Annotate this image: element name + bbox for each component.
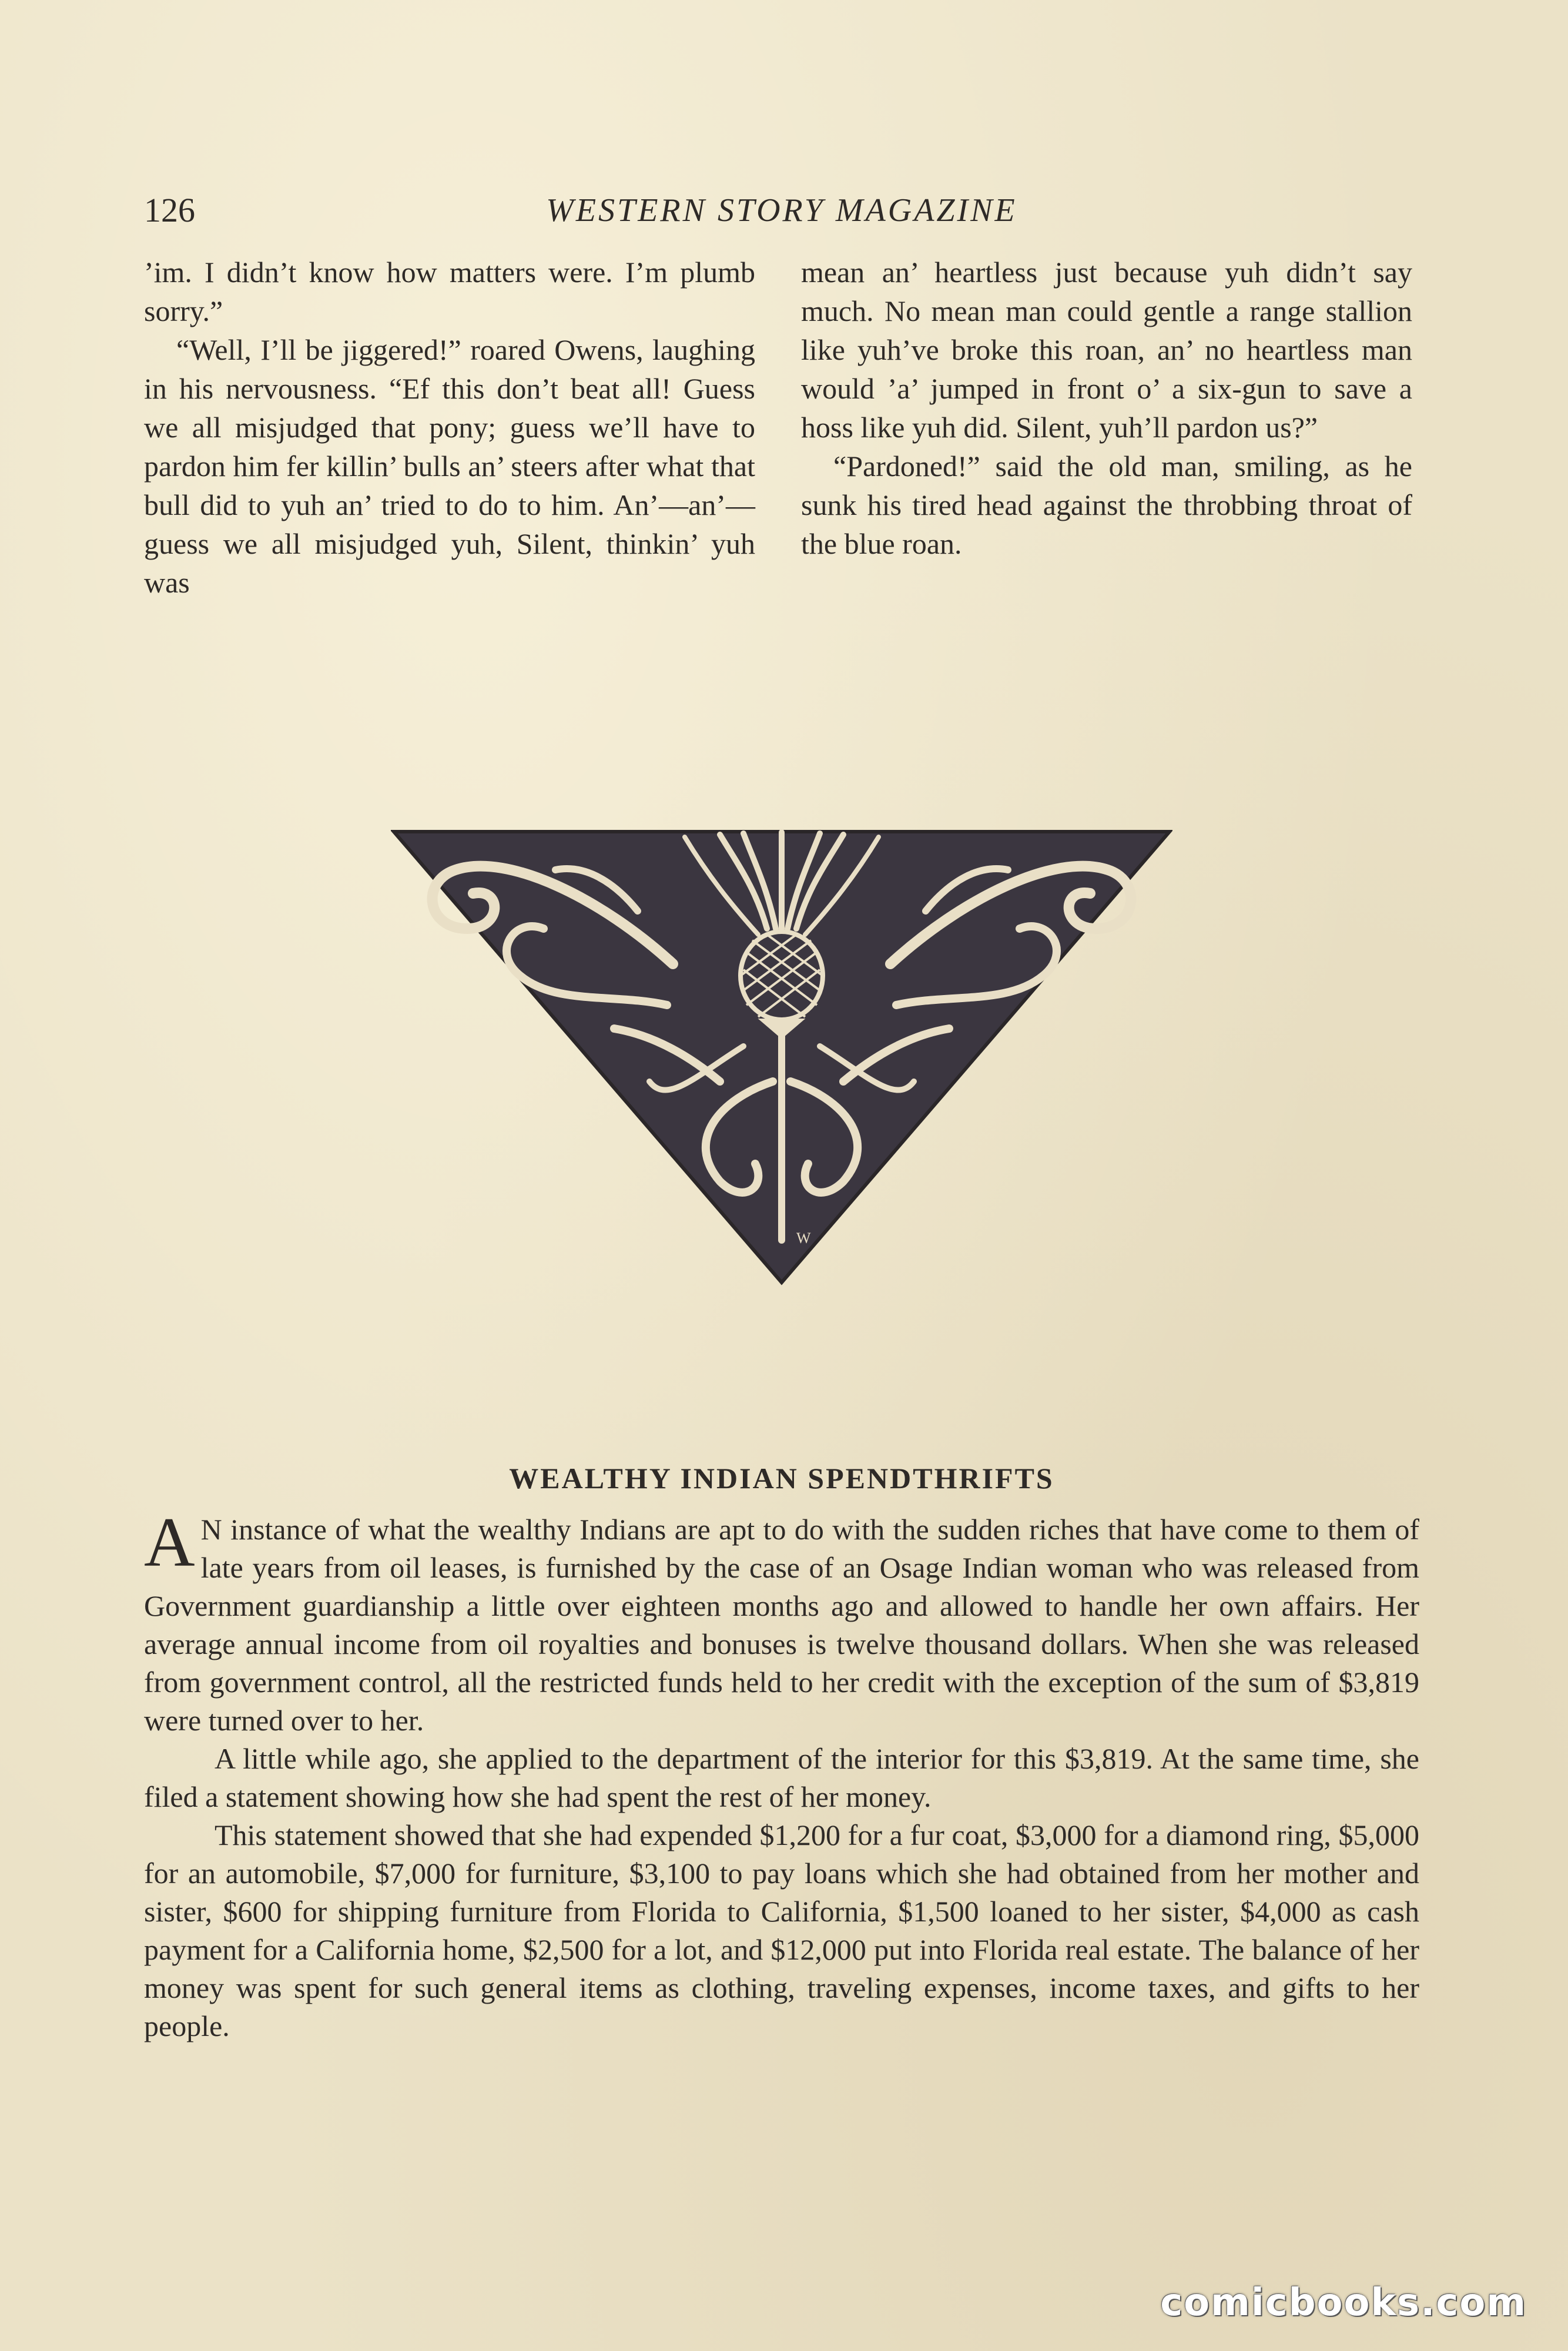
ornament-monogram: W	[796, 1230, 811, 1247]
story-left-column	[144, 253, 755, 602]
story-paragraph: “Pardoned!” said the old man, smiling, as he sunk his tired head against the throbbing throat of the blue roan.	[801, 450, 1412, 560]
story-right-column	[801, 253, 1412, 563]
running-title: WESTERN STORY MAGAZINE	[546, 192, 1017, 229]
article-paragraph	[144, 1503, 1419, 1740]
story-paragraph: ’im. I didn’t know how matters were. I’m plumb sorry.”	[144, 256, 755, 327]
page-number: 126	[144, 191, 195, 229]
story-paragraph: “Well, I’ll be jiggered!” roared Owens, laughing in his nervousness. “Ef this don’t beat all! Guess we all misjudged that pony; guess we’ll have to pardon him fer killin’ bulls an’ steers after what that bull did to yuh an’ tried to do to him. An’—an’—guess we all misjudged yuh, Silent, thinkin’ yuh was	[144, 333, 755, 599]
article-paragraph: This statement showed that she had expended $1,200 for a fur coat, $3,000 for a diamond ring, $5,000 for an automobile, $7,000 for furniture, $3,100 to pay loans which she had obtained from her mother and sister, $600 for shipping furniture from Florida to California, $1,500 loaned to her sister, $4,000 as cash payment for a California home, $2,500 for a lot, and $12,000 put into Florida real estate. The balance of her money was spent for such general items as clothing, traveling expenses, income taxes, and gifts to her people.	[144, 1818, 1419, 2042]
article-paragraph-text: N instance of what the wealthy Indians are apt to do with the sudden riches that have come to them of late years from oil leases, is furnished by the case of an Osage Indian woman who was released from Government guardianship a little over eighteen months ago and allowed to handle her own affairs. Her average annual income from oil royalties and bonuses is twelve thousand dollars. When she was released from government control, all the restricted funds held to her credit with the exception of the sum of $3,819 were turned over to her.	[144, 1513, 1419, 1737]
article-body	[144, 1503, 1419, 2045]
article-title: WEALTHY INDIAN SPENDTHRIFTS	[509, 1462, 1054, 1495]
drop-cap: A	[144, 1503, 195, 1581]
page-header	[144, 187, 1419, 234]
story-paragraph: mean an’ heartless just because yuh didn’t say much. No mean man could gentle a range stallion like yuh’ve broke this roan, an’ no heartless man would ’a’ jumped in front o’ a six-gun to save a hoss like yuh did. Silent, yuh’ll pardon us?”	[801, 256, 1412, 444]
watermark: comicbooks.com	[1160, 2281, 1527, 2325]
thistle-triangle-ornament-icon	[391, 829, 1172, 1287]
article-paragraph: A little while ago, she applied to the department of the interior for this $3,819. At the same time, she filed a statement showing how she had spent the rest of her money.	[144, 1742, 1419, 1813]
